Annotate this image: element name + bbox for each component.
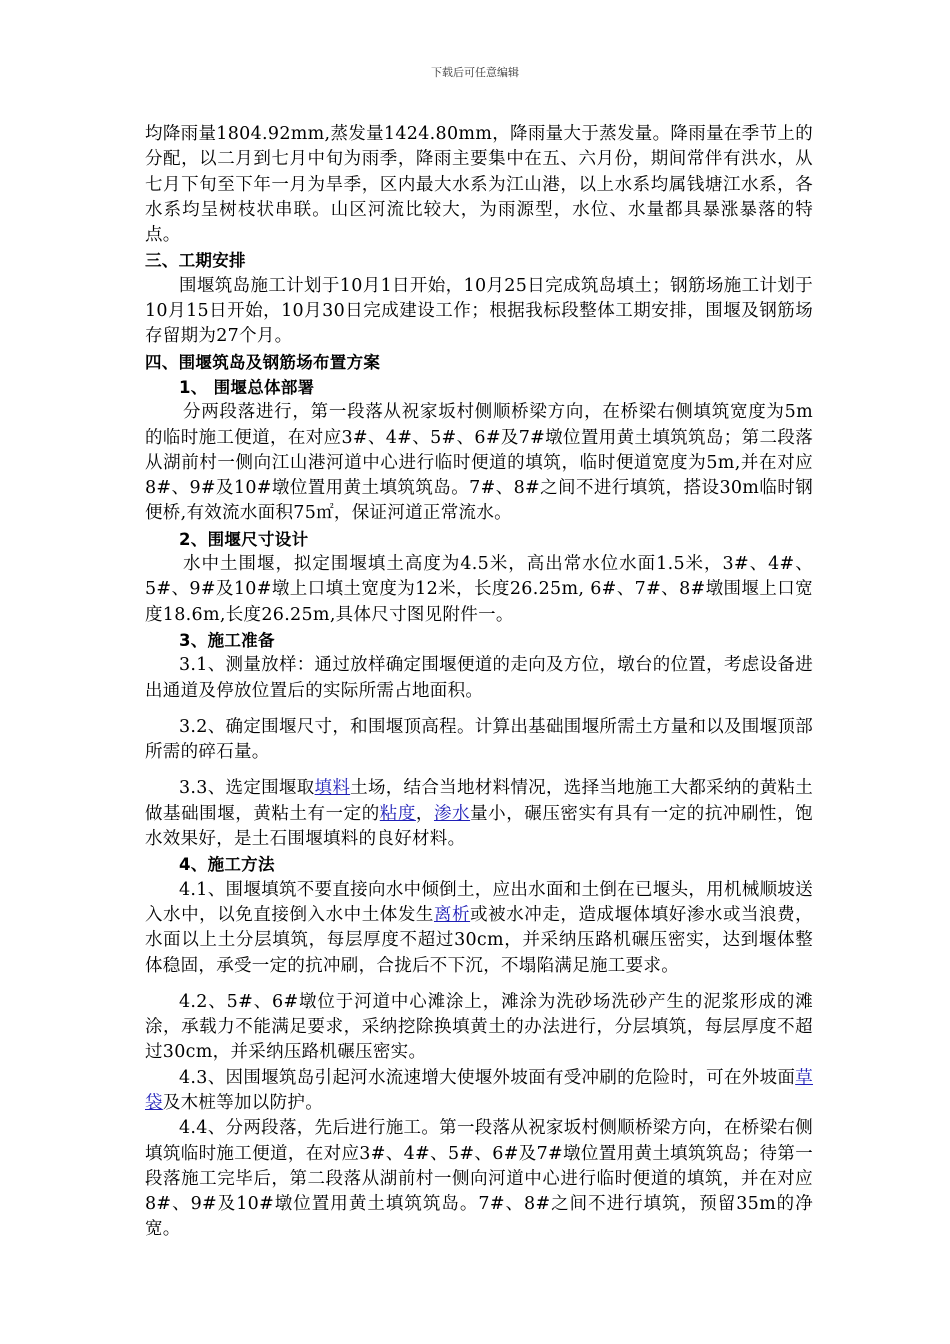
link-viscosity[interactable]: 粘度 [379, 803, 416, 824]
paragraph-4-3 [145, 1066, 813, 1117]
paragraph-3-1: 3.1、测量放样：通过放样确定围堰便道的走向及方位，墩台的位置，考虑设备进出通道及停放位置后的实际所需占地面积。 [145, 655, 813, 701]
link-seepage[interactable]: 渗水 [433, 803, 471, 824]
paragraph-4-1 [145, 878, 813, 979]
section-4-title: 四、围堰筑岛及钢筋场布置方案 [145, 352, 381, 372]
paragraph-climate: 均降雨量1804.92mm,蒸发量1424.80mm，降雨量大于蒸发量。降雨量在季节上的分配，以二月到七月中旬为雨季，降雨主要集中在五、六月份，期间常伴有洪水，从七月下旬至下年一月为旱季，区内最大水系为江山港，以上水系均属钱塘江水系，各水系均呈树枝状串联。山区河流比较大，为雨源型，水位、水量都具暴涨暴落的特点。 [145, 124, 813, 246]
subsection-4-1-title: 1、 围堰总体部署 [179, 377, 315, 397]
text-segment: 4.3、因围堰筑岛引起河水流速增大使堰外坡面有受冲刷的危险时，可在外坡面 [179, 1067, 796, 1088]
text-segment: 3.3、选定围堰取 [179, 778, 315, 799]
paragraph-overall-layout: 分两段落进行，第一段落从祝家坂村侧顺桥梁方向，在桥梁右侧填筑宽度为5m的临时施工便道，在对应3#、4#、5#、6#及7#墩位置用黄土填筑筑岛；第二段落从湖前村一侧向江山港河道中心进行临时便道的填筑，临时便道宽度为5m,并在对应8#、9#及10#墩位置用黄土填筑筑岛。7#、8#之间不进行填筑，搭设30m临时钢便桥,有效流水面积75㎡，保证河道正常流水。 [145, 402, 813, 524]
text-segment: ， [415, 803, 434, 824]
paragraph-schedule: 围堰筑岛施工计划于10月1日开始，10月25日完成筑岛填土；钢筋场施工计划于10月15日开始，10月30日完成建设工作；根据我标段整体工期安排，围堰及钢筋场存留期为27个月。 [145, 275, 813, 347]
subsection-4-2-title: 2、围堰尺寸设计 [179, 529, 309, 549]
section-3-title: 三、工期安排 [145, 251, 246, 271]
text-segment: 4.1、围堰填筑不要直接向水中倾倒土，应出水面和土倒在已堰头，用机械顺坡送入水中，以免直接倒入水中土体发生 [145, 879, 813, 925]
text-segment: 土场，结合当地材料情况，选择当地施工大都采纳的黄粘土做基础围堰，黄粘土有一定的 [145, 778, 813, 824]
text-segment: 及木桩等加以防护。 [162, 1092, 324, 1113]
link-segregation[interactable]: 离析 [433, 904, 471, 925]
paragraph-4-2: 4.2、5#、6#墩位于河道中心滩涂上，滩涂为洗砂场洗砂产生的泥浆形成的滩涂，承载力不能满足要求，采纳挖除换填黄土的办法进行，分层填筑，每层厚度不超过30cm，并采纳压路机碾压密实。 [145, 991, 813, 1063]
link-straw-bag[interactable]: 草袋 [145, 1067, 813, 1113]
subsection-4-3-title: 3、施工准备 [179, 630, 275, 650]
paragraph-3-2: 3.2、确定围堰尺寸，和围堰顶高程。计算出基础围堰所需土方量和以及围堰顶部所需的碎石量。 [145, 716, 813, 763]
paragraph-4-4: 4.4、分两段落，先后进行施工。第一段落从祝家坂村侧顺桥梁方向，在桥梁右侧填筑临时施工便道，在对应3#、4#、5#、6#及7#墩位置用黄土填筑筑岛；待第一段落施工完毕后，第二段落从湖前村一侧向河道中心进行临时便道的填筑，并在对应8#、9#及10#墩位置用黄土填筑筑岛。7#、8#之间不进行填筑，预留35m的净宽。 [145, 1118, 813, 1240]
document-body [145, 122, 813, 1243]
text-segment: 或被水冲走，造成堰体填好渗水或当浪费，水面以上土分层填筑，每层厚度不超过30cm，并采纳压路机碾压密实，达到堰体整体稳固，承受一定的抗冲刷，合拢后不下沉，不塌陷满足施工要求。 [145, 904, 813, 976]
text-segment: 量小，碾压密实有具有一定的抗冲刷性，饱水效果好，是土石围堰填料的良好材料。 [145, 803, 813, 850]
subsection-4-4-title: 4、施工方法 [179, 855, 275, 875]
page-header: 下载后可任意编辑 [431, 66, 519, 79]
paragraph-dimension-design: 水中土围堰，拟定围堰填土高度为4.5米，高出常水位水面1.5米，3#、4#、5#、9#及10#墩上口填土宽度为12米，长度26.25m, 6#、7#、8#墩围堰上口宽度18.6m,长度26.25m,具体尺寸图见附件一。 [145, 554, 813, 625]
paragraph-3-3 [145, 776, 813, 852]
link-fill-material[interactable]: 填料 [314, 778, 351, 799]
